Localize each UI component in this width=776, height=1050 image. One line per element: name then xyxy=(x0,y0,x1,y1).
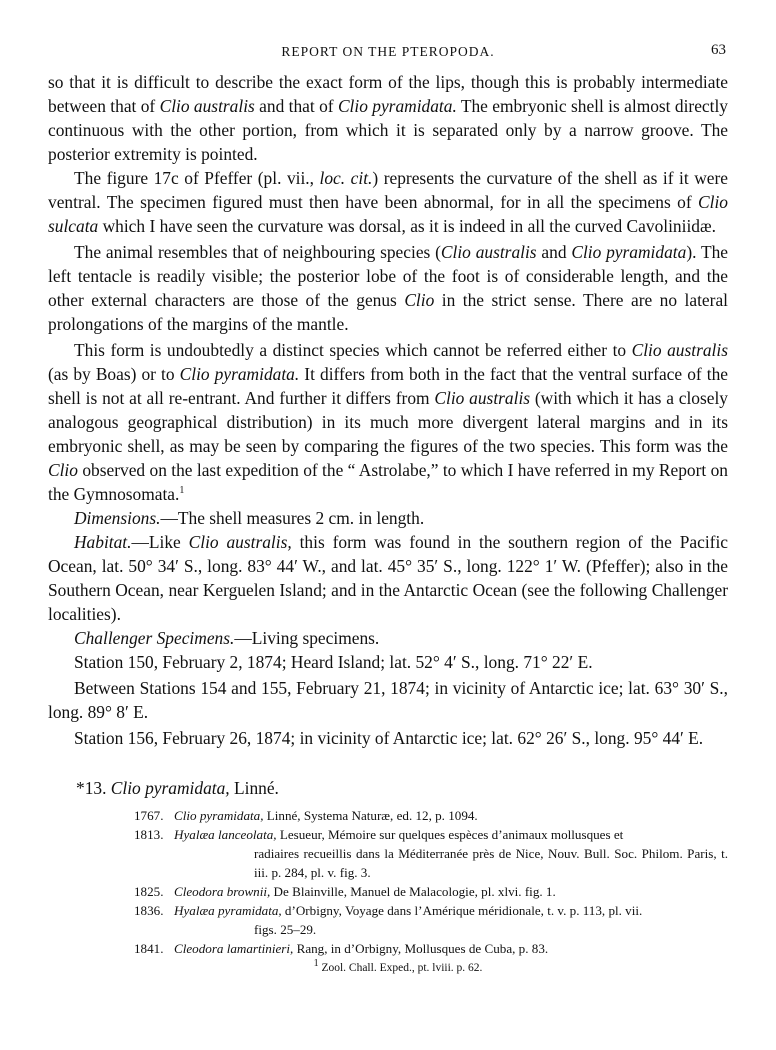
synonymy-entry: 1813. Hyalæa lanceolata, Lesueur, Mémoire sur quelques espèces d’animaux mollusques et radiaires recueillis dans la Méditerranée près de Nice, Nouv. Bull. Soc. Philom. Paris, t. iii. p. 284, pl. v. fig. 3. xyxy=(134,827,728,880)
species-heading: *13. Clio pyramidata, Linné. xyxy=(76,778,279,798)
station-entry: Between Stations 154 and 155, February 21, 1874; in vicinity of Antarctic ice; lat. 63° 30′ S., long. 89° 8′ E. xyxy=(48,678,728,722)
synonymy-list xyxy=(48,806,728,958)
paragraph-pfeffer-figure: The figure 17c of Pfeffer (pl. vii., loc. cit.) represents the curvature of the shell as if it were ventral. The specimen figured must then have been abnormal, for in all the specimens of Clio sulcata which I have seen the curvature was dorsal, as it is indeed in all the curved Cavoliniidæ. xyxy=(48,168,728,236)
running-title: REPORT ON THE PTEROPODA. xyxy=(281,44,495,59)
synonymy-entry: 1825. Cleodora brownii, De Blainville, Manuel de Malacologie, pl. xlvi. fig. 1. xyxy=(134,884,556,899)
synonymy-entry: 1767. Clio pyramidata, Linné, Systema Naturæ, ed. 12, p. 1094. xyxy=(134,808,478,823)
paragraph-animal: The animal resembles that of neighbouring species (Clio australis and Clio pyramidata). The left tentacle is readily visible; the posterior lobe of the foot is of considerable length, and the other external characters are those of the genus Clio in the strict sense. There are no lateral prolongations of the margins of the mantle. xyxy=(48,242,728,334)
paragraph-dimensions: Dimensions.—The shell measures 2 cm. in length. xyxy=(74,508,425,528)
paragraph-challenger-specimens: Challenger Specimens.—Living specimens. xyxy=(74,628,380,648)
paragraph-habitat: Habitat.—Like Clio australis, this form was found in the southern region of the Pacific Ocean, lat. 50° 34′ S., long. 83° 44′ W., and lat. 45° 35′ S., long. 122° 1′ W. (Pfeffer); also in the Southern Ocean, near Kerguelen Island; and in the Antarctic Ocean (see the following Challenger localities). xyxy=(48,532,729,624)
footnote: $^1$ Zool. Chall. Exped., pt. lviii. p. 62. xyxy=(313,958,483,974)
station-entry: Station 150, February 2, 1874; Heard Island; lat. 52° 4′ S., long. 71° 22′ E. xyxy=(74,652,593,672)
paragraph-lips: so that it is difficult to describe the exact form of the lips, though this is probably intermediate between that of Clio australis and that of Clio pyramidata. The embryonic shell is almost directly continuous with the other portion, from which it is separated only by a narrow groove. The posterior extremity is pointed. xyxy=(48,72,728,164)
footnote-marker: 1 xyxy=(179,485,185,497)
running-header xyxy=(48,38,728,70)
body-text xyxy=(48,70,728,750)
page xyxy=(48,38,728,974)
paragraph-distinct-species: This form is undoubtedly a distinct species which cannot be referred either to Clio australis (as by Boas) or to Clio pyramidata. It differs from both in the fact that the ventral surface of the shell is not at all re-entrant. And further it differs from Clio australis (with which it has a closely analogous geographical distribution) in its much more divergent lateral margins and in its embryonic shell, as may be seen by comparing the figures of the two species. This form was the Clio observed on the last expedition of the “ Astrolabe,” to which I have referred in my Report on the Gymnosomata.$^1$ xyxy=(48,340,729,504)
page-number: 63 xyxy=(711,42,726,58)
synonymy-entry: 1841. Cleodora lamartinieri, Rang, in d’Orbigny, Mollusques de Cuba, p. 83. xyxy=(134,941,549,956)
station-entry: Station 156, February 26, 1874; in vicinity of Antarctic ice; lat. 62° 26′ S., long. 95° 44′ E. xyxy=(74,728,704,748)
synonymy-entry: 1836. Hyalæa pyramidata, d’Orbigny, Voyage dans l’Amérique méridionale, t. v. p. 113, pl. vii. figs. 25–29. xyxy=(134,903,643,937)
